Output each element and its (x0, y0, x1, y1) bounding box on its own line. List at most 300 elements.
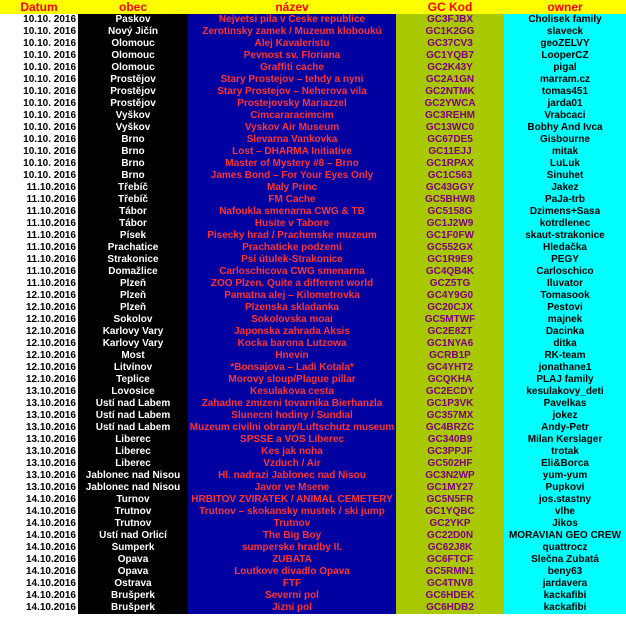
cell-nazev: Trutnov – skokansky mustek / ski jump (188, 506, 396, 518)
cell-nazev: Hl. nadrazi Jablonec nad Nisou (188, 470, 396, 482)
cell-owner: RK-team (504, 350, 626, 362)
cell-owner: kackafibi (504, 590, 626, 602)
cell-nazev: HRBITOV ZVIRATEK / ANIMAL CEMETERY (188, 494, 396, 506)
cell-owner: Gisbourne (504, 134, 626, 146)
cell-datum: 10.10. 2016 (0, 98, 78, 110)
cell-nazev: Prostejovsky Mariazzel (188, 98, 396, 110)
cell-obec: Vyškov (78, 110, 188, 122)
cell-obec: Karlovy Vary (78, 338, 188, 350)
cell-obec: Prachatice (78, 242, 188, 254)
cell-owner: jarda01 (504, 98, 626, 110)
cell-owner: mitak (504, 146, 626, 158)
cell-owner: jos.stastny (504, 494, 626, 506)
cell-datum: 14.10.2016 (0, 518, 78, 530)
cell-owner: Dzimens+Sasa (504, 206, 626, 218)
table-row (0, 110, 626, 122)
cell-gc-kod: GC1NYA6 (396, 338, 504, 350)
cell-owner: Tomasook (504, 290, 626, 302)
cell-nazev: SPSSE a VOS Liberec (188, 434, 396, 446)
table-row (0, 434, 626, 446)
cell-obec: Teplice (78, 374, 188, 386)
cell-datum: 11.10.2016 (0, 206, 78, 218)
cell-obec: Ústí nad Labem (78, 422, 188, 434)
cell-owner: majnek (504, 314, 626, 326)
cell-datum: 12.10.2016 (0, 314, 78, 326)
cell-obec: Plzeň (78, 290, 188, 302)
cell-owner: MORAVIAN GEO CREW (504, 530, 626, 542)
cell-datum: 14.10.2016 (0, 602, 78, 614)
cell-gc-kod: GC43GGY (396, 182, 504, 194)
table-row (0, 506, 626, 518)
cell-gc-kod: GC67DE5 (396, 134, 504, 146)
cell-nazev: The Big Boy (188, 530, 396, 542)
table-row (0, 410, 626, 422)
cell-obec: Sokolov (78, 314, 188, 326)
cell-gc-kod: GC22D0N (396, 530, 504, 542)
table-row (0, 542, 626, 554)
cell-obec: Písek (78, 230, 188, 242)
cell-obec: Opava (78, 566, 188, 578)
cell-nazev: Husite v Tabore (188, 218, 396, 230)
cell-gc-kod: GC3PPJF (396, 446, 504, 458)
cell-owner: PEGY (504, 254, 626, 266)
table-row (0, 122, 626, 134)
cell-obec: Olomouc (78, 62, 188, 74)
cell-owner: kotrdlenec (504, 218, 626, 230)
cell-gc-kod: GC5158G (396, 206, 504, 218)
cell-datum: 10.10. 2016 (0, 62, 78, 74)
table-body (0, 14, 626, 614)
table-row (0, 278, 626, 290)
cell-datum: 14.10.2016 (0, 554, 78, 566)
table-row (0, 218, 626, 230)
cell-datum: 11.10.2016 (0, 254, 78, 266)
table-row (0, 206, 626, 218)
cell-owner: Pestovi (504, 302, 626, 314)
cell-nazev: Maly Princ (188, 182, 396, 194)
cell-nazev: Pevnost sv. Floriana (188, 50, 396, 62)
cell-gc-kod: GC502HF (396, 458, 504, 470)
cell-datum: 14.10.2016 (0, 506, 78, 518)
cell-owner: quattrocz (504, 542, 626, 554)
cell-gc-kod: GC1YQBC (396, 506, 504, 518)
cell-datum: 12.10.2016 (0, 350, 78, 362)
cell-datum: 12.10.2016 (0, 362, 78, 374)
table-row (0, 482, 626, 494)
cell-nazev: Pamatna alej – Kilometrovka (188, 290, 396, 302)
cell-nazev: Japonska zahrada Aksis (188, 326, 396, 338)
cell-datum: 11.10.2016 (0, 218, 78, 230)
cell-gc-kod: GCQKHA (396, 374, 504, 386)
table-row (0, 566, 626, 578)
cell-nazev: James Bond – For Your Eyes Only (188, 170, 396, 182)
table-row (0, 518, 626, 530)
cell-datum: 13.10.2016 (0, 398, 78, 410)
table-row (0, 302, 626, 314)
cell-gc-kod: GC1P3VK (396, 398, 504, 410)
cell-obec: Domažlice (78, 266, 188, 278)
cell-obec: Třebíč (78, 182, 188, 194)
table-row (0, 350, 626, 362)
cell-obec: Ostrava (78, 578, 188, 590)
cell-datum: 12.10.2016 (0, 326, 78, 338)
cell-obec: Olomouc (78, 50, 188, 62)
table-row (0, 230, 626, 242)
table-row (0, 62, 626, 74)
table-row (0, 458, 626, 470)
header-obec: obec (78, 0, 188, 14)
cell-owner: Jikos (504, 518, 626, 530)
cell-datum: 10.10. 2016 (0, 86, 78, 98)
cell-gc-kod: GC1J2W9 (396, 218, 504, 230)
table-row (0, 14, 626, 26)
cell-obec: Karlovy Vary (78, 326, 188, 338)
cell-nazev: Morovy sloup/Plague pillar (188, 374, 396, 386)
cell-gc-kod: GC1F0FW (396, 230, 504, 242)
cell-owner: jardavera (504, 578, 626, 590)
cell-owner: kackafibi (504, 602, 626, 614)
cell-owner: LooperCZ (504, 50, 626, 62)
cell-gc-kod: GC1C563 (396, 170, 504, 182)
cell-datum: 14.10.2016 (0, 566, 78, 578)
cell-gc-kod: GC2YWCA (396, 98, 504, 110)
table-row (0, 446, 626, 458)
table-row (0, 386, 626, 398)
cell-obec: Plzeň (78, 278, 188, 290)
cell-owner: kesulakovy_deti (504, 386, 626, 398)
cell-nazev: Prachaticke podzemi (188, 242, 396, 254)
cell-nazev: Alej Kavaleristu (188, 38, 396, 50)
cell-datum: 13.10.2016 (0, 434, 78, 446)
header-gc-kod: GC Kod (396, 0, 504, 14)
cell-gc-kod: GC1K2GG (396, 26, 504, 38)
cell-nazev: Loutkove divadlo Opava (188, 566, 396, 578)
cell-nazev: Nejvetsi pila v Ceske republice (188, 14, 396, 26)
cell-datum: 13.10.2016 (0, 410, 78, 422)
table-row (0, 86, 626, 98)
cell-owner: vlhe (504, 506, 626, 518)
cell-obec: Liberec (78, 458, 188, 470)
cell-nazev: Stary Prostejov – tehdy a nyni (188, 74, 396, 86)
cell-owner: Cholisek family (504, 14, 626, 26)
cell-datum: 14.10.2016 (0, 530, 78, 542)
cell-gc-kod: GC2ECDY (396, 386, 504, 398)
cell-obec: Brno (78, 170, 188, 182)
cell-owner: Slečna Zubatá (504, 554, 626, 566)
cell-gc-kod: GC62J8K (396, 542, 504, 554)
cell-nazev: Graffiti cache (188, 62, 396, 74)
cell-datum: 12.10.2016 (0, 290, 78, 302)
table-row (0, 266, 626, 278)
cell-gc-kod: GC4Y9G0 (396, 290, 504, 302)
cell-obec: Tábor (78, 218, 188, 230)
cell-gc-kod: GCZ5TG (396, 278, 504, 290)
cell-nazev: FTF (188, 578, 396, 590)
table-row (0, 338, 626, 350)
cell-datum: 13.10.2016 (0, 446, 78, 458)
cell-gc-kod: GC2E8ZT (396, 326, 504, 338)
cell-datum: 13.10.2016 (0, 458, 78, 470)
table-row (0, 146, 626, 158)
cell-gc-kod: GC4YHT2 (396, 362, 504, 374)
table-row (0, 362, 626, 374)
cell-datum: 10.10. 2016 (0, 74, 78, 86)
cell-datum: 10.10. 2016 (0, 50, 78, 62)
cell-datum: 11.10.2016 (0, 194, 78, 206)
table-row (0, 254, 626, 266)
cell-datum: 12.10.2016 (0, 302, 78, 314)
table-row (0, 50, 626, 62)
cell-gc-kod: GC357MX (396, 410, 504, 422)
cell-gc-kod: GC1YQB7 (396, 50, 504, 62)
cell-datum: 13.10.2016 (0, 422, 78, 434)
cell-owner: Andy-Petr (504, 422, 626, 434)
cell-datum: 10.10. 2016 (0, 110, 78, 122)
table-row (0, 590, 626, 602)
table-row (0, 530, 626, 542)
cell-owner: marram.cz (504, 74, 626, 86)
cell-nazev: ZOO Plzen. Quite a different world (188, 278, 396, 290)
cell-owner: pigal (504, 62, 626, 74)
cell-gc-kod: GC1MY27 (396, 482, 504, 494)
cell-datum: 14.10.2016 (0, 494, 78, 506)
cell-owner: jonathane1 (504, 362, 626, 374)
cell-gc-kod: GC2K43Y (396, 62, 504, 74)
cell-owner: Sinuhet (504, 170, 626, 182)
cell-nazev: Pisecky hrad / Prachenske muzeum (188, 230, 396, 242)
cell-datum: 13.10.2016 (0, 386, 78, 398)
cell-owner: Jakez (504, 182, 626, 194)
cell-gc-kod: GC3N2WP (396, 470, 504, 482)
cell-gc-kod: GC2A1GN (396, 74, 504, 86)
cell-datum: 10.10. 2016 (0, 170, 78, 182)
cell-gc-kod: GC11EJJ (396, 146, 504, 158)
cell-owner: LuLuk (504, 158, 626, 170)
cell-obec: Jablonec nad Nisou (78, 482, 188, 494)
cell-owner: Iluvator (504, 278, 626, 290)
cell-datum: 10.10. 2016 (0, 146, 78, 158)
cell-gc-kod: GC5MTWF (396, 314, 504, 326)
table-row (0, 194, 626, 206)
cell-obec: Šumperk (78, 542, 188, 554)
header-owner: owner (504, 0, 626, 14)
cell-obec: Turnov (78, 494, 188, 506)
table-row (0, 578, 626, 590)
cell-datum: 14.10.2016 (0, 578, 78, 590)
cell-gc-kod: GC13WC0 (396, 122, 504, 134)
cell-owner: Carloschico (504, 266, 626, 278)
cell-nazev: *Bonsajova – Ladi Kotala* (188, 362, 396, 374)
cell-obec: Litvínov (78, 362, 188, 374)
cell-owner: jokez (504, 410, 626, 422)
cell-obec: Brno (78, 134, 188, 146)
cell-nazev: Zahadne zmizeni tovarnika Bierhanzla (188, 398, 396, 410)
cell-gc-kod: GC37CV3 (396, 38, 504, 50)
cell-obec: Nový Jičín (78, 26, 188, 38)
cell-owner: PaJa-trb (504, 194, 626, 206)
cell-datum: 10.10. 2016 (0, 26, 78, 38)
cell-datum: 12.10.2016 (0, 338, 78, 350)
cell-obec: Paskov (78, 14, 188, 26)
table-row (0, 326, 626, 338)
cell-nazev: Severni pol (188, 590, 396, 602)
cell-nazev: Nafoukla smenarna CWG & TB (188, 206, 396, 218)
cell-nazev: Trutnov (188, 518, 396, 530)
table-row (0, 242, 626, 254)
header-row (0, 0, 626, 14)
cell-gc-kod: GC2YKP (396, 518, 504, 530)
cell-nazev: FM Cache (188, 194, 396, 206)
cell-nazev: Cimcararacimcim (188, 110, 396, 122)
table-row (0, 98, 626, 110)
cell-nazev: Slevarna Vankovka (188, 134, 396, 146)
table-row (0, 290, 626, 302)
cell-owner: Eli&Borca (504, 458, 626, 470)
cell-owner: Pupkovi (504, 482, 626, 494)
cell-obec: Trutnov (78, 506, 188, 518)
cell-datum: 10.10. 2016 (0, 158, 78, 170)
cell-obec: Prostějov (78, 98, 188, 110)
cell-owner: Hledačka (504, 242, 626, 254)
cell-gc-kod: GC5N5FR (396, 494, 504, 506)
cell-datum: 11.10.2016 (0, 278, 78, 290)
cell-owner: slaveck (504, 26, 626, 38)
table-row (0, 374, 626, 386)
table-row (0, 422, 626, 434)
cell-nazev: Slunecni hodiny / Sundial (188, 410, 396, 422)
cell-obec: Ústí nad Labem (78, 398, 188, 410)
cell-obec: Brušperk (78, 602, 188, 614)
cell-obec: Liberec (78, 446, 188, 458)
cell-gc-kod: GC552GX (396, 242, 504, 254)
cell-owner: trotak (504, 446, 626, 458)
cell-gc-kod: GC1RPAX (396, 158, 504, 170)
cell-gc-kod: GC20CJX (396, 302, 504, 314)
table-row (0, 602, 626, 614)
cell-datum: 13.10.2016 (0, 482, 78, 494)
cell-gc-kod: GC6FTCF (396, 554, 504, 566)
cell-gc-kod: GC6HDEK (396, 590, 504, 602)
cell-owner: Dacinka (504, 326, 626, 338)
cell-nazev: Muzeum civilni obrany/Luftschutz museum (189, 422, 395, 433)
cell-owner: tomas451 (504, 86, 626, 98)
cell-nazev: Psí útulek-Strakonice (188, 254, 396, 266)
cell-obec: Opava (78, 554, 188, 566)
cell-owner: skaut-strakonice (504, 230, 626, 242)
table-row (0, 182, 626, 194)
cell-datum: 11.10.2016 (0, 230, 78, 242)
cell-obec: Plzeň (78, 302, 188, 314)
cell-obec: Ústí nad Labem (78, 410, 188, 422)
cell-gc-kod: GC4TNV8 (396, 578, 504, 590)
cell-owner: ditka (504, 338, 626, 350)
cell-gc-kod: GC3FJBX (396, 14, 504, 26)
cell-obec: Trutnov (78, 518, 188, 530)
table-row (0, 170, 626, 182)
cell-obec: Třebíč (78, 194, 188, 206)
cell-owner: Bobhy And Ivca (504, 122, 626, 134)
cell-nazev: Kocka barona Lutzowa (188, 338, 396, 350)
cell-gc-kod: GC5RMN1 (396, 566, 504, 578)
cell-nazev: Hnevin (188, 350, 396, 362)
cell-gc-kod: GC6HDB2 (396, 602, 504, 614)
cell-datum: 11.10.2016 (0, 182, 78, 194)
cell-obec: Jablonec nad Nisou (78, 470, 188, 482)
cell-owner: Vrabcaci (504, 110, 626, 122)
cell-owner: Pavelkas (504, 398, 626, 410)
cell-nazev: Lost – DHARMA Initiative (188, 146, 396, 158)
cell-datum: 10.10. 2016 (0, 122, 78, 134)
cell-datum: 14.10.2016 (0, 590, 78, 602)
cell-obec: Tábor (78, 206, 188, 218)
table-row (0, 554, 626, 566)
cell-nazev: Kes jak noha (188, 446, 396, 458)
table-row (0, 494, 626, 506)
cell-nazev: Sokolovska moai (188, 314, 396, 326)
cell-obec: Prostějov (78, 74, 188, 86)
cell-owner: yum-yum (504, 470, 626, 482)
cell-obec: Brušperk (78, 590, 188, 602)
cell-gc-kod: GC4BRZC (396, 422, 504, 434)
cell-gc-kod: GC2NTMK (396, 86, 504, 98)
cell-nazev: ZUBATA (188, 554, 396, 566)
table-row (0, 314, 626, 326)
cell-obec: Lovosice (78, 386, 188, 398)
table-row (0, 26, 626, 38)
cell-nazev: Vyskov Air Museum (188, 122, 396, 134)
cell-owner: geoZELVY (504, 38, 626, 50)
cell-datum: 10.10. 2016 (0, 38, 78, 50)
cell-gc-kod: GC1R9E9 (396, 254, 504, 266)
cell-datum: 13.10.2016 (0, 470, 78, 482)
cell-obec: Strakonice (78, 254, 188, 266)
table-row (0, 398, 626, 410)
cell-gc-kod: GC5BHW8 (396, 194, 504, 206)
cell-obec: Prostějov (78, 86, 188, 98)
cell-gc-kod: GC3REHM (396, 110, 504, 122)
cell-obec: Brno (78, 158, 188, 170)
cell-nazev: Plzenska skladanka (188, 302, 396, 314)
cell-nazev: Zerotinsky zamek / Muzeum kloboukú (188, 26, 396, 38)
cell-obec: Ústí nad Orlicí (78, 530, 188, 542)
cell-datum: 10.10. 2016 (0, 14, 78, 26)
cell-nazev: Jizni pol (188, 602, 396, 614)
cell-owner: PLAJ family (504, 374, 626, 386)
cell-datum: 11.10.2016 (0, 266, 78, 278)
cell-nazev: Kesulakova cesta (188, 386, 396, 398)
cell-nazev: Javor ve Msene (188, 482, 396, 494)
cell-obec: Liberec (78, 434, 188, 446)
cell-datum: 11.10.2016 (0, 242, 78, 254)
cell-obec: Olomouc (78, 38, 188, 50)
header-datum: Datum (0, 0, 78, 14)
cell-owner: beny63 (504, 566, 626, 578)
table-row (0, 470, 626, 482)
cell-owner: Milan Kerslager (504, 434, 626, 446)
table-row (0, 74, 626, 86)
cell-obec: Most (78, 350, 188, 362)
cell-datum: 10.10. 2016 (0, 134, 78, 146)
cell-datum: 14.10.2016 (0, 542, 78, 554)
cell-obec: Vyškov (78, 122, 188, 134)
table-row (0, 134, 626, 146)
cell-nazev: Vzduch / Air (188, 458, 396, 470)
cell-nazev: sumperske hradby II. (188, 542, 396, 554)
cell-nazev: Master of Mystery #8 – Brno (188, 158, 396, 170)
cell-gc-kod: GCRB1P (396, 350, 504, 362)
cell-gc-kod: GC4QB4K (396, 266, 504, 278)
table-row (0, 158, 626, 170)
